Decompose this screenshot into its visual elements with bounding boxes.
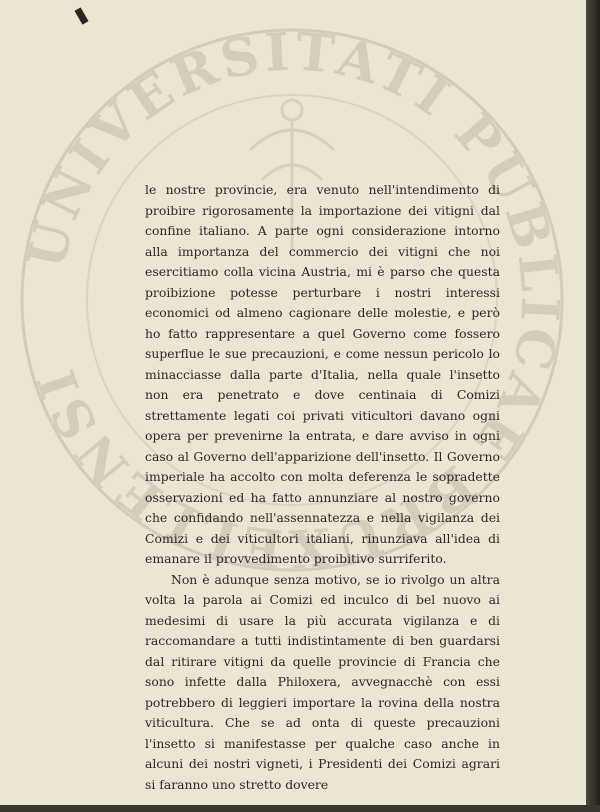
scan-edge-right — [586, 0, 600, 812]
seal-text: UNIVERSITATI PUBLICAE BRUXELLENSI — [15, 21, 571, 579]
ink-mark — [74, 7, 88, 24]
paragraph-1: le nostre provincie, era venuto nell'intendimento di proibire rigorosamente la importazione dei vitigni dal confine italiano. A parte ogni considerazione intorno alla importanza del commercio dei vitigni che noi esercitiamo colla vicina Austria, mi è parso che questa proibizione potesse perturbare i nostri interessi economici od almeno cagionare delle molestie, e però ho fatto rappresentare a quel Governo come fossero superflue le sue precauzioni, e come nessun pericolo lo minacciasse dalla parte d'Italia, nella quale l'insetto non era penetrato e dove centinaia di Comizi strettamente legati coi privati viticultori davano ogni opera per prevenirne la entrata, e dare avviso in ogni caso al Governo dell'apparizione dell'insetto. Il Governo imperiale ha accolto con molta deferenza le sopradette osservazioni ed ha fatto annunziare al nostro governo che confidando nell'assennatezza e nella vigilanza dei Comizi e dei viticultori italiani, rinunziava all'idea di emanare il provvedimento proibitivo surriferito. — [145, 182, 500, 566]
scan-edge-bottom — [0, 805, 600, 812]
document-body — [145, 180, 500, 795]
paragraph-2: Non è adunque senza motivo, se io rivolgo un altra volta la parola ai Comizi ed inculco di bel nuovo ai medesimi di usare la più accurata vigilanza e di raccomandare a tutti indistintamente di ben guardarsi dal ritirare vitigni da quelle provincie di Francia che sono infette dalla Philoxera, avvegnacchè con essi potrebbero di leggieri importare la rovina della nostra viticultura. Che se ad onta di queste precauzioni l'insetto si manifestasse per qualche caso anche in alcuni dei nostri vigneti, i Presidenti dei Comizi agrari si faranno uno stretto dovere — [145, 571, 500, 792]
